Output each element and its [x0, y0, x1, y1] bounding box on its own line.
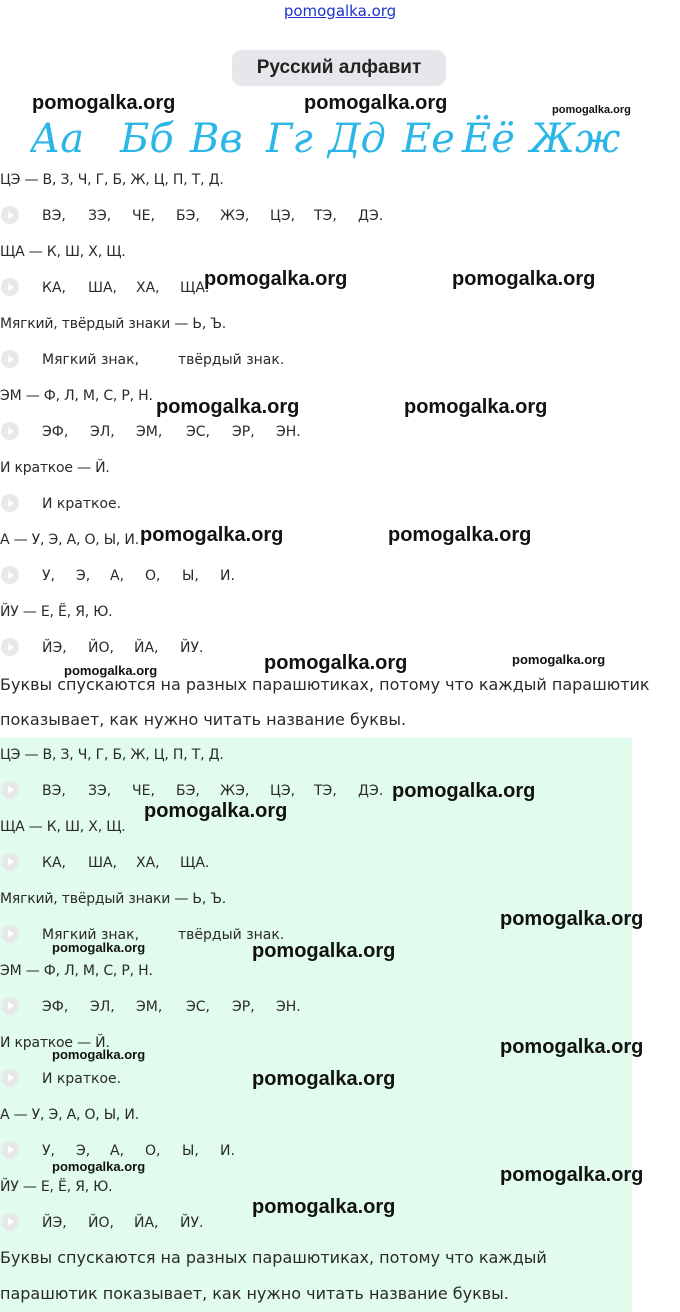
syllable: ЭФ,	[42, 424, 69, 440]
syllable-row	[0, 487, 632, 523]
watermark: pomogalka.org	[304, 92, 448, 114]
syllable: ДЭ.	[358, 208, 384, 224]
syllable: ЙУ.	[180, 1215, 204, 1231]
syllable: ВЭ,	[42, 208, 66, 224]
rule-text: И краткое — Й.	[0, 460, 110, 476]
watermark: pomogalka.org	[552, 104, 631, 116]
syllable: БЭ,	[176, 208, 200, 224]
watermark: pomogalka.org	[264, 652, 408, 674]
play-icon[interactable]	[1, 925, 19, 943]
syllable-row	[0, 199, 632, 235]
syllable: И.	[220, 1143, 235, 1159]
cursive-letter: Дд	[328, 116, 386, 162]
syllable: У,	[42, 568, 55, 584]
syllable: А,	[110, 1143, 125, 1159]
rule-text: ЦЭ — В, З, Ч, Г, Б, Ж, Ц, П, Т, Д.	[0, 747, 224, 763]
cursive-letter: Жж	[530, 116, 621, 162]
watermark: pomogalka.org	[32, 92, 176, 114]
explanation-line: парашютик показывает, как нужно читать название буквы.	[0, 1284, 509, 1303]
syllable: ЙА,	[134, 640, 159, 656]
syllable: ЭС,	[186, 999, 211, 1015]
syllable-row	[0, 846, 632, 882]
syllable-row	[0, 559, 632, 595]
syllable: ХА,	[136, 855, 160, 871]
syllable: И.	[220, 568, 235, 584]
watermark: pomogalka.org	[52, 1047, 146, 1062]
play-icon[interactable]	[1, 566, 19, 584]
play-icon[interactable]	[1, 206, 19, 224]
watermark: pomogalka.org	[404, 396, 548, 418]
rule-text: А — У, Э, А, О, Ы, И.	[0, 532, 139, 548]
syllable: ЭЛ,	[90, 424, 115, 440]
answer-section	[0, 738, 632, 1312]
play-icon[interactable]	[1, 1141, 19, 1159]
watermark: pomogalka.org	[392, 780, 536, 802]
rule-row	[0, 738, 632, 774]
syllable: ЙО,	[88, 1215, 114, 1231]
rule-row	[0, 307, 632, 343]
rule-text: И краткое — Й.	[0, 1035, 110, 1051]
watermark: pomogalka.org	[500, 1164, 644, 1186]
syllable: ЙО,	[88, 640, 114, 656]
explanation-line: Буквы спускаются на разных парашютиках, потому что каждый парашютик	[0, 675, 650, 694]
syllable: О,	[145, 568, 161, 584]
syllable: Ы,	[182, 568, 199, 584]
rule-text: Мягкий, твёрдый знаки — Ь, Ъ.	[0, 891, 227, 907]
cursive-letter: Бб	[120, 116, 174, 162]
syllable: Э,	[76, 1143, 91, 1159]
rule-text: ЙУ — Е, Ё, Я, Ю.	[0, 1179, 113, 1195]
watermark: pomogalka.org	[512, 652, 606, 667]
syllable: ЙЭ,	[42, 640, 67, 656]
rule-row	[0, 451, 632, 487]
play-icon[interactable]	[1, 781, 19, 799]
syllable: ЭС,	[186, 424, 211, 440]
syllable: ТЭ,	[314, 208, 337, 224]
syllable: ША,	[88, 855, 117, 871]
watermark: pomogalka.org	[52, 940, 146, 955]
site-link[interactable]: pomogalka.org	[283, 2, 397, 20]
play-icon[interactable]	[1, 638, 19, 656]
syllable: ЙУ.	[180, 640, 204, 656]
play-icon[interactable]	[1, 997, 19, 1015]
rule-text: А — У, Э, А, О, Ы, И.	[0, 1107, 139, 1123]
syllable-row	[0, 774, 632, 810]
syllable: КА,	[42, 280, 66, 296]
syllable-row	[0, 990, 632, 1026]
syllable: БЭ,	[176, 783, 200, 799]
rule-text: ЩА — К, Ш, Х, Щ.	[0, 819, 126, 835]
syllable: ЩА.	[180, 280, 210, 296]
syllable: ЦЭ,	[270, 783, 296, 799]
rule-text: ЭМ — Ф, Л, М, С, Р, Н.	[0, 388, 153, 404]
syllable: О,	[145, 1143, 161, 1159]
watermark: pomogalka.org	[252, 1196, 396, 1218]
watermark: pomogalka.org	[64, 663, 158, 678]
syllable: ЭЛ,	[90, 999, 115, 1015]
syllable: ЭФ,	[42, 999, 69, 1015]
syllable: ЙА,	[134, 1215, 159, 1231]
watermark: pomogalka.org	[144, 800, 288, 822]
syllable: ЧЕ,	[132, 783, 155, 799]
syllable: И краткое.	[42, 1071, 122, 1087]
rule-row	[0, 810, 632, 846]
watermark: pomogalka.org	[252, 940, 396, 962]
watermark: pomogalka.org	[500, 1036, 644, 1058]
syllable-row	[0, 415, 632, 451]
syllable: ЖЭ,	[220, 783, 250, 799]
watermark: pomogalka.org	[452, 268, 596, 290]
syllable: ЭР,	[232, 424, 255, 440]
rule-text: Мягкий, твёрдый знаки — Ь, Ъ.	[0, 316, 227, 332]
syllable: У,	[42, 1143, 55, 1159]
syllable: ЦЭ,	[270, 208, 296, 224]
syllable: ЭН.	[276, 999, 301, 1015]
syllable: твёрдый знак.	[178, 927, 285, 943]
play-icon[interactable]	[1, 1069, 19, 1087]
syllable: Мягкий знак,	[42, 352, 140, 368]
syllable: ЧЕ,	[132, 208, 155, 224]
rule-text: ЭМ — Ф, Л, М, С, Р, Н.	[0, 963, 153, 979]
page-title: Русский алфавит	[232, 50, 446, 86]
syllable: ЩА.	[180, 855, 210, 871]
watermark: pomogalka.org	[140, 524, 284, 546]
rule-text: ЩА — К, Ш, Х, Щ.	[0, 244, 126, 260]
syllable: ЖЭ,	[220, 208, 250, 224]
syllable: ЗЭ,	[88, 783, 112, 799]
cursive-letter: Ее	[402, 116, 455, 162]
play-icon[interactable]	[1, 853, 19, 871]
rule-row	[0, 523, 632, 559]
syllable-row	[0, 343, 632, 379]
syllable: ША,	[88, 280, 117, 296]
explanation-line: показывает, как нужно читать название буквы.	[0, 710, 407, 729]
cursive-letter: Вв	[190, 116, 243, 162]
syllable: ЭМ,	[136, 999, 163, 1015]
explanation-line: Буквы спускаются на разных парашютиках, потому что каждый	[0, 1248, 547, 1267]
cursive-letter: Аа	[30, 116, 85, 162]
watermark: pomogalka.org	[156, 396, 300, 418]
cursive-letter: Гг	[266, 116, 313, 162]
watermark: pomogalka.org	[204, 268, 348, 290]
syllable: А,	[110, 568, 125, 584]
watermark: pomogalka.org	[52, 1159, 146, 1174]
rule-row	[0, 1098, 632, 1134]
syllable: И краткое.	[42, 496, 122, 512]
syllable: ДЭ.	[358, 783, 384, 799]
watermark: pomogalka.org	[252, 1068, 396, 1090]
rule-text: ЦЭ — В, З, Ч, Г, Б, Ж, Ц, П, Т, Д.	[0, 172, 224, 188]
rule-row	[0, 595, 632, 631]
syllable: Э,	[76, 568, 91, 584]
syllable: твёрдый знак.	[178, 352, 285, 368]
rule-row	[0, 163, 632, 199]
rule-text: ЙУ — Е, Ё, Я, Ю.	[0, 604, 113, 620]
play-icon[interactable]	[1, 422, 19, 440]
play-icon[interactable]	[1, 494, 19, 512]
play-icon[interactable]	[1, 278, 19, 296]
play-icon[interactable]	[1, 1213, 19, 1231]
cursive-letter: Ёё	[462, 116, 515, 162]
syllable: ХА,	[136, 280, 160, 296]
syllable: Ы,	[182, 1143, 199, 1159]
syllable: ЭМ,	[136, 424, 163, 440]
cursive-alphabet	[30, 112, 630, 164]
syllable: ВЭ,	[42, 783, 66, 799]
syllable: ЭН.	[276, 424, 301, 440]
syllable: ЙЭ,	[42, 1215, 67, 1231]
play-icon[interactable]	[1, 350, 19, 368]
rule-row	[0, 235, 632, 271]
syllable: ЗЭ,	[88, 208, 112, 224]
syllable: ТЭ,	[314, 783, 337, 799]
watermark: pomogalka.org	[500, 908, 644, 930]
syllable: Мягкий знак,	[42, 927, 140, 943]
syllable: ЭР,	[232, 999, 255, 1015]
syllable: КА,	[42, 855, 66, 871]
watermark: pomogalka.org	[388, 524, 532, 546]
